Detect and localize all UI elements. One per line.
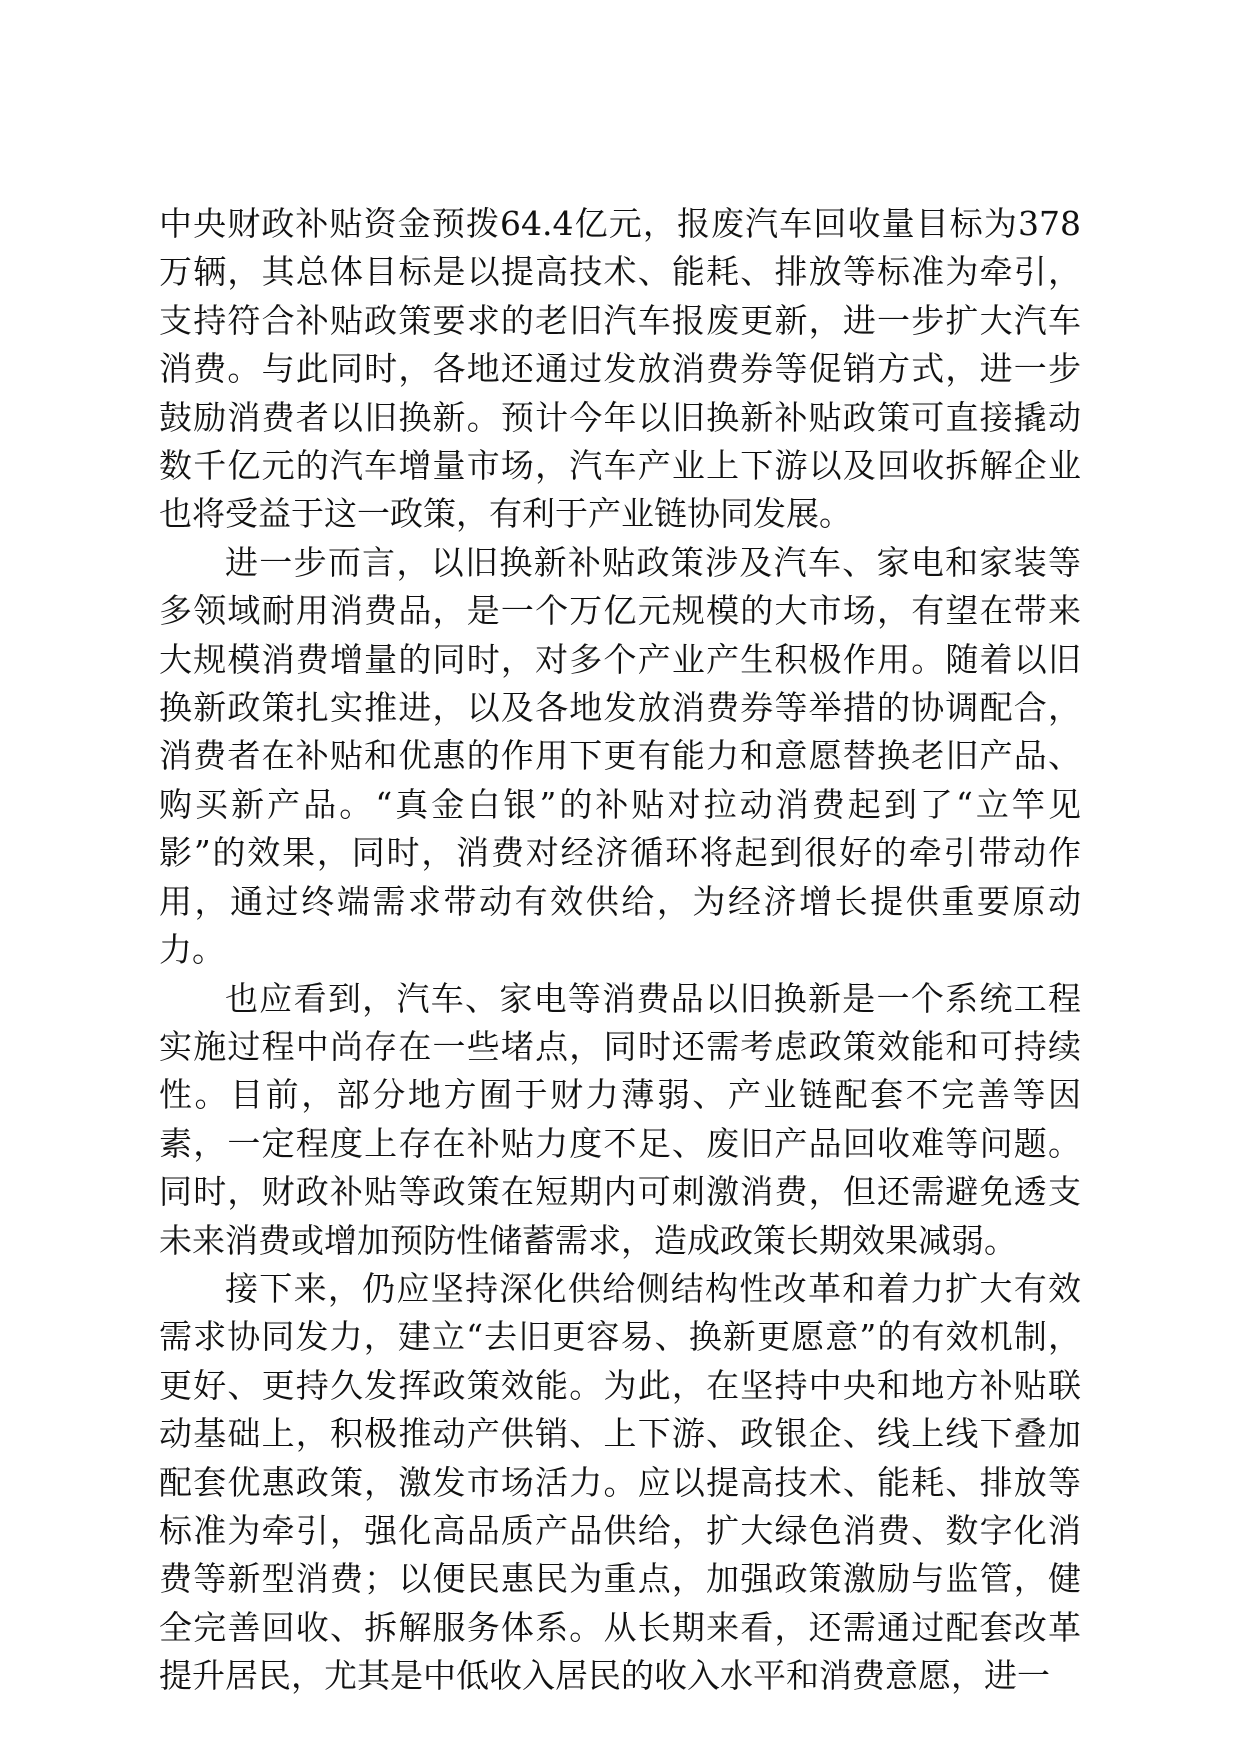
paragraph-4: 接下来，仍应坚持深化供给侧结构性改革和着力扩大有效需求协同发力，建立“去旧更容易、换新更愿意”的有效机制，更好、更持久发挥政策效能。为此，在坚持中央和地方补贴联动基础上，积极推动产供销、上下游、政银企、线上线下叠加配套优惠政策，激发市场活力。应以提高技术、能耗、排放等标准为牵引，强化高品质产品供给，扩大绿色消费、数字化消费等新型消费；以便民惠民为重点，加强政策激励与监管，健全完善回收、拆解服务体系。从长期来看，还需通过配套改革提升居民，尤其是中低收入居民的收入水平和消费意愿，进一: [159, 1268, 1081, 1696]
paragraph-3: 也应看到，汽车、家电等消费品以旧换新是一个系统工程实施过程中尚存在一些堵点，同时还需考虑政策效能和可持续性。目前，部分地方囿于财力薄弱、产业链配套不完善等因素，一定程度上存在补贴力度不足、废旧产品回收难等问题。同时，财政补贴等政策在短期内可刺激消费，但还需避免透支未来消费或增加预防性储蓄需求，造成政策长期效果减弱。: [159, 978, 1081, 1260]
document-page: [159, 200, 1081, 1701]
paragraph-2: 进一步而言，以旧换新补贴政策涉及汽车、家电和家装等多领域耐用消费品，是一个万亿元规模的大市场，有望在带来大规模消费增量的同时，对多个产业产生积极作用。随着以旧换新政策扎实推进，以及各地发放消费券等举措的协调配合，消费者在补贴和优惠的作用下更有能力和意愿替换老旧产品、购买新产品。“真金白银”的补贴对拉动消费起到了“立竿见影”的效果，同时，消费对经济循环将起到很好的牵引带动作用，通过终端需求带动有效供给，为经济增长提供重要原动力。: [159, 542, 1081, 970]
paragraph-1: 中央财政补贴资金预拨64.4亿元，报废汽车回收量目标为378万辆，其总体目标是以提高技术、能耗、排放等标准为牵引，支持符合补贴政策要求的老旧汽车报废更新，进一步扩大汽车消费。与此同时，各地还通过发放消费券等促销方式，进一步鼓励消费者以旧换新。预计今年以旧换新补贴政策可直接撬动数千亿元的汽车增量市场，汽车产业上下游以及回收拆解企业也将受益于这一政策，有利于产业链协同发展。: [159, 204, 1081, 534]
